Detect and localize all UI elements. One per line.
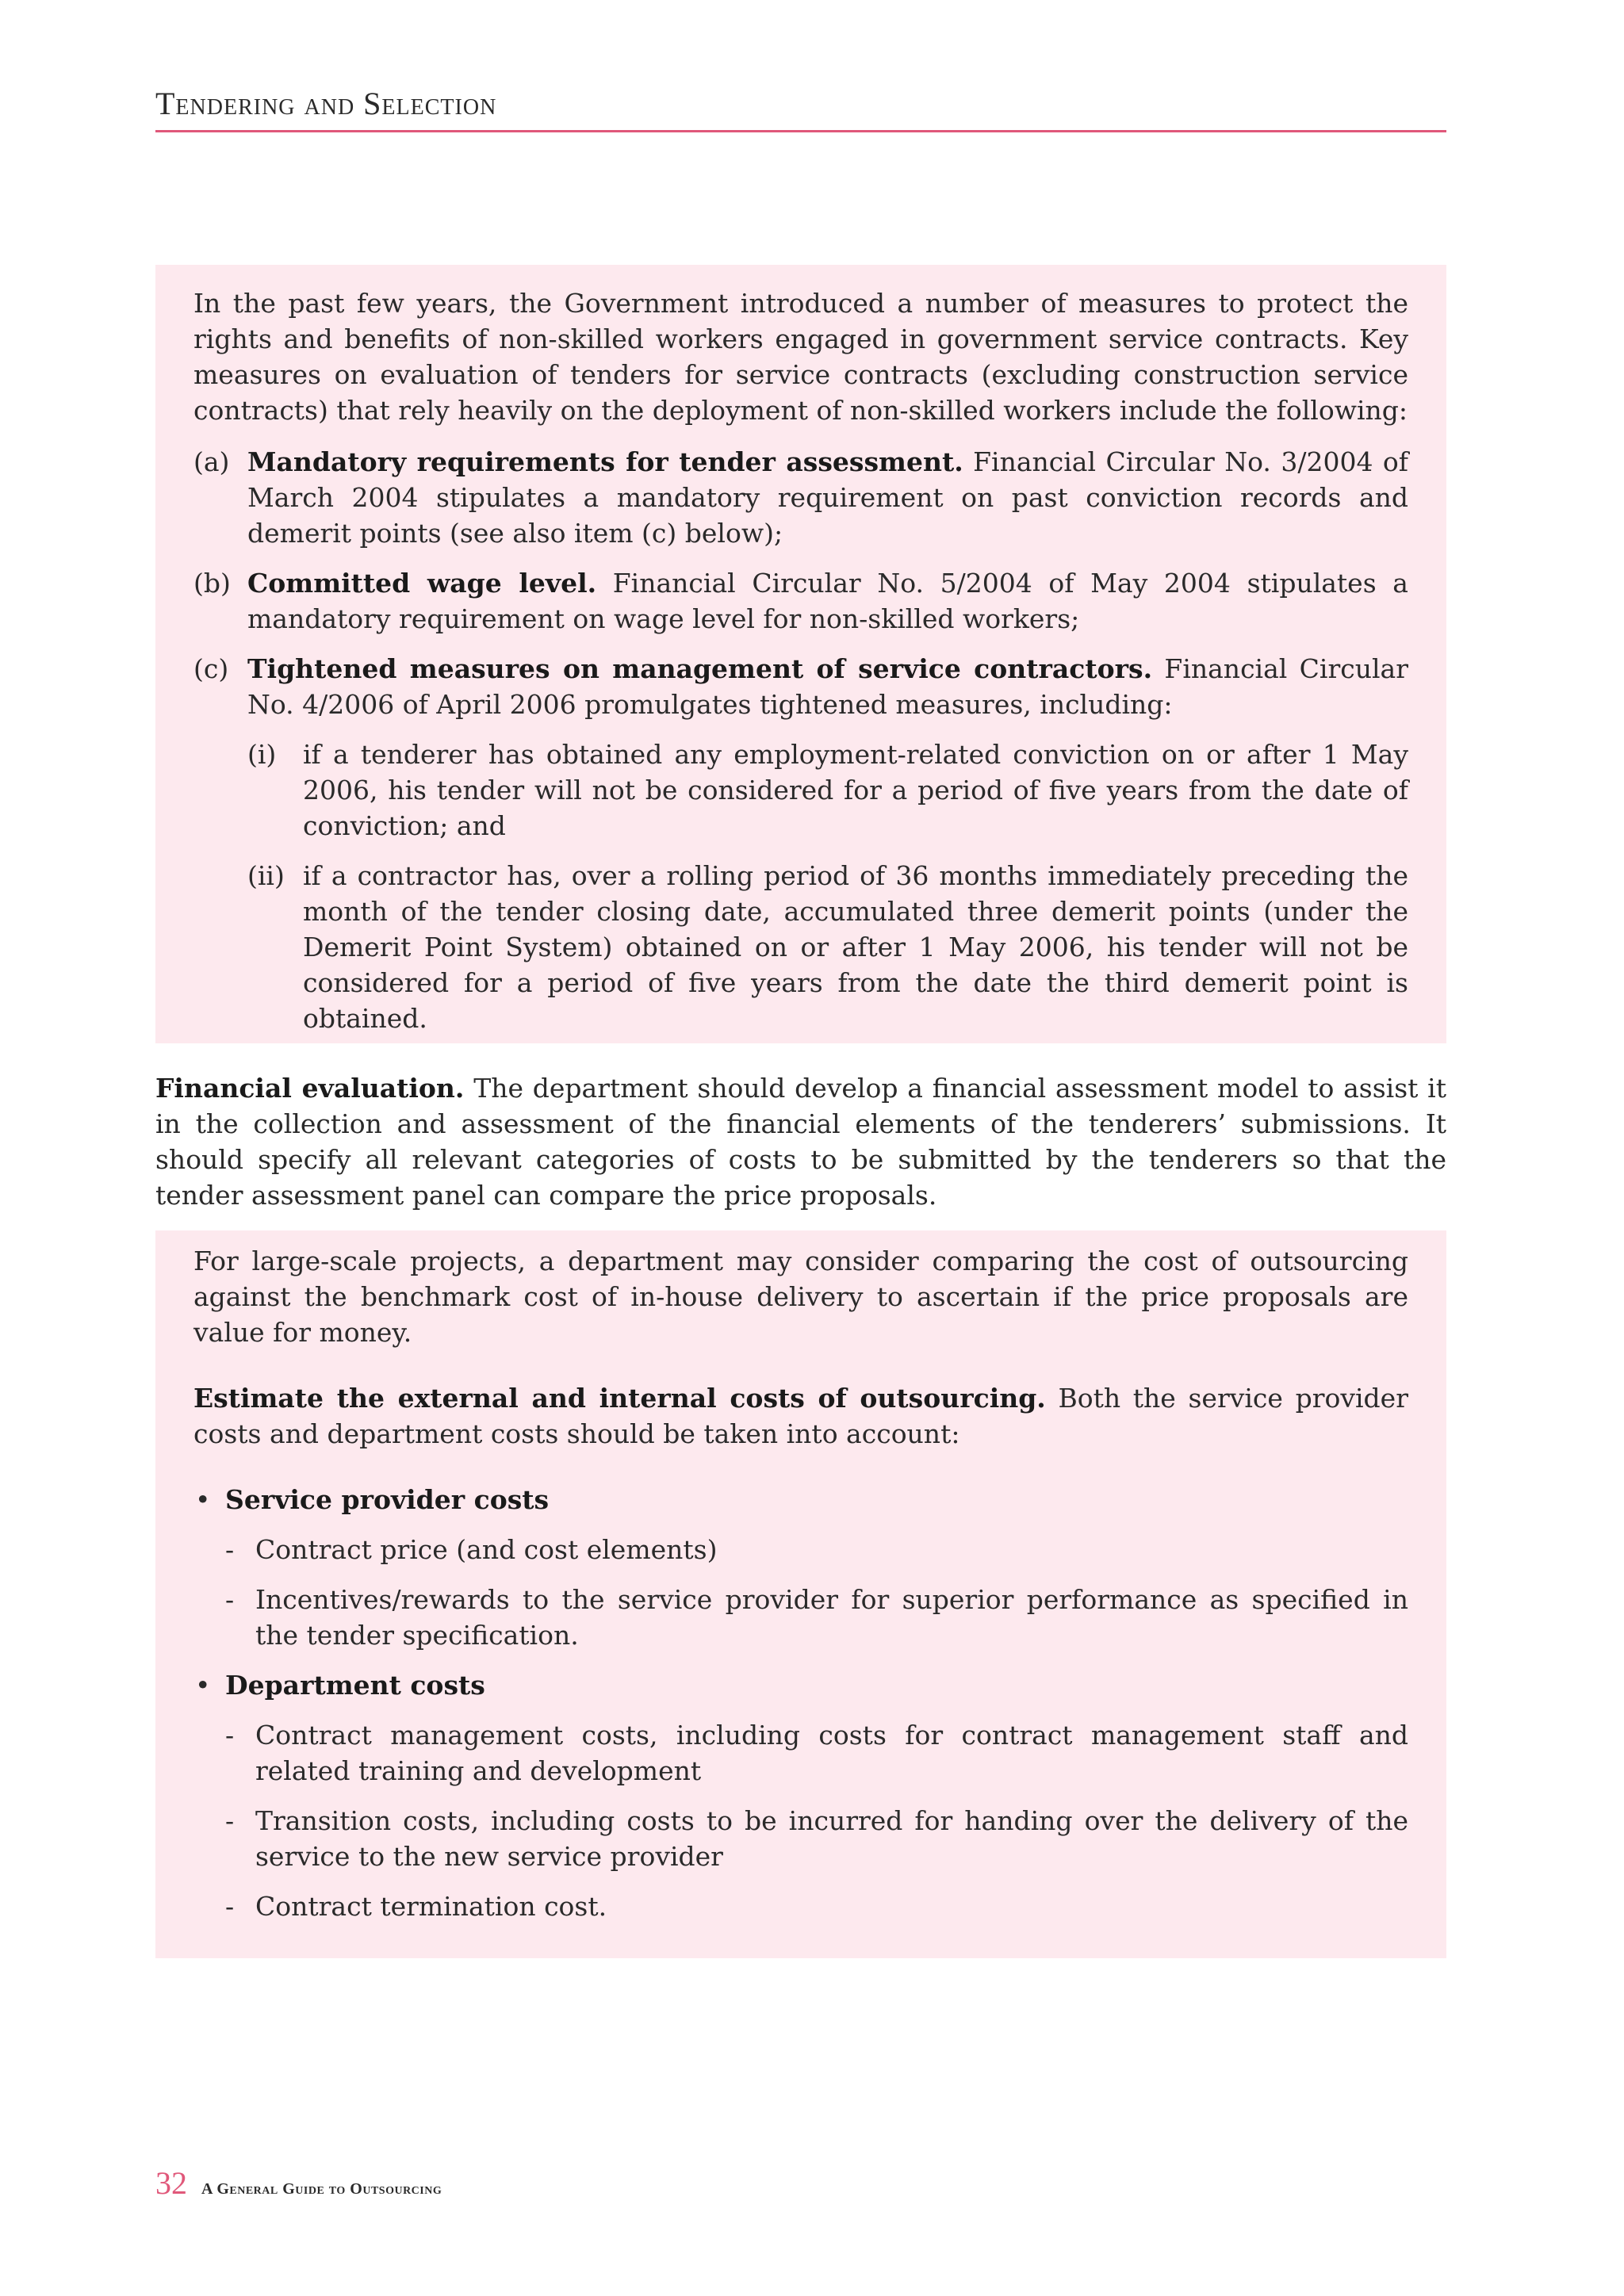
bullet-department-costs bbox=[193, 1667, 1408, 1703]
list-item bbox=[193, 1582, 1408, 1653]
sub-item-label: (i) bbox=[247, 739, 277, 770]
item-text: Financial Circular No. 3/2004 of March 2004 stipulates a mandatory requirement on past conviction records and demerit points (see also item (c) below); bbox=[247, 446, 1408, 549]
paragraph-heading: Financial evaluation. bbox=[155, 1073, 465, 1104]
list-item-b bbox=[193, 565, 1408, 637]
box2-intro: For large-scale projects, a department may consider comparing the cost of outsourcing against the benchmark cost of in-house delivery to ascertain if the price proposals are value for money. bbox=[193, 1246, 1408, 1348]
header-title: Tendering and Selection bbox=[155, 86, 497, 121]
info-box-worker-protection bbox=[155, 265, 1446, 1043]
list-item bbox=[193, 1803, 1408, 1874]
dash-icon: - bbox=[225, 1805, 235, 1836]
paragraph-text: The department should develop a financial assessment model to assist it in the collection and assessment of the financial elements of the tenderers’ submissions. It should specify all relevant categories of costs to be submitted by the tenderers so that the tender assessment panel can compare the price proposals. bbox=[155, 1073, 1446, 1211]
bullet-icon: • bbox=[195, 1670, 211, 1701]
list-item-text: Contract termination cost. bbox=[255, 1891, 607, 1922]
sub-item-text: if a contractor has, over a rolling period of 36 months immediately preceding the month of the tender closing date, accumulated three demerit points (under the Demerit Point System) obtained on or after 1 May 2006, his tender will not be considered for a period of five years from the date the third demerit point is obtained. bbox=[303, 860, 1408, 1034]
list-item bbox=[193, 1888, 1408, 1924]
item-label: (c) bbox=[193, 653, 229, 684]
list-item-a bbox=[193, 444, 1408, 551]
bullet-title: Service provider costs bbox=[225, 1484, 550, 1515]
sub-item-i bbox=[193, 737, 1408, 844]
list-item-text: Contract price (and cost elements) bbox=[255, 1534, 718, 1565]
item-heading: Tightened measures on management of service contractors. bbox=[247, 653, 1153, 684]
footer-title: A General Guide to Outsourcing bbox=[201, 2180, 442, 2198]
estimate-text: Both the service provider costs and department costs should be taken into account: bbox=[193, 1383, 1408, 1449]
estimate-heading: Estimate the external and internal costs of outsourcing. bbox=[193, 1383, 1046, 1414]
dash-icon: - bbox=[225, 1534, 235, 1565]
item-heading: Mandatory requirements for tender assessment. bbox=[247, 446, 963, 477]
page-footer bbox=[155, 2164, 442, 2204]
financial-evaluation-paragraph bbox=[155, 1070, 1446, 1213]
page-number: 32 bbox=[155, 2165, 187, 2201]
dash-icon: - bbox=[225, 1720, 235, 1751]
box1-intro: In the past few years, the Government introduced a number of measures to protect the rights and benefits of non-skilled workers engaged in government service contracts. Key measures on evaluation of tenders for service contracts (excluding construction service contracts) that rely heavily on the deployment of non-skilled workers include the following: bbox=[193, 288, 1408, 426]
item-text: Financial Circular No. 5/2004 of May 2004 stipulates a mandatory requirement on wage level for non-skilled workers; bbox=[247, 568, 1408, 634]
bullet-title: Department costs bbox=[225, 1670, 485, 1701]
estimate-paragraph bbox=[193, 1380, 1408, 1452]
item-heading: Committed wage level. bbox=[247, 568, 597, 599]
info-box-outsourcing-costs bbox=[155, 1230, 1446, 1958]
list-item-text: Contract management costs, including costs for contract management staff and related training and development bbox=[255, 1720, 1408, 1786]
item-label: (b) bbox=[193, 568, 231, 599]
list-item-text: Incentives/rewards to the service provider for superior performance as specified in the tender specification. bbox=[255, 1584, 1408, 1651]
sub-item-ii bbox=[193, 858, 1408, 1036]
page-header bbox=[155, 78, 1446, 132]
sub-item-label: (ii) bbox=[247, 860, 285, 891]
item-text: Financial Circular No. 4/2006 of April 2006 promulgates tightened measures, including: bbox=[247, 653, 1408, 720]
list-item-text: Transition costs, including costs to be incurred for handing over the delivery of the service to the new service provider bbox=[255, 1805, 1408, 1872]
item-label: (a) bbox=[193, 446, 230, 477]
dash-icon: - bbox=[225, 1584, 235, 1615]
bullet-service-provider-costs bbox=[193, 1482, 1408, 1517]
list-item bbox=[193, 1717, 1408, 1789]
list-item bbox=[193, 1532, 1408, 1567]
sub-item-text: if a tenderer has obtained any employment-related conviction on or after 1 May 2006, his tender will not be considered for a period of five years from the date of conviction; and bbox=[303, 739, 1408, 841]
list-item-c bbox=[193, 651, 1408, 722]
bullet-icon: • bbox=[195, 1484, 211, 1515]
dash-icon: - bbox=[225, 1891, 235, 1922]
